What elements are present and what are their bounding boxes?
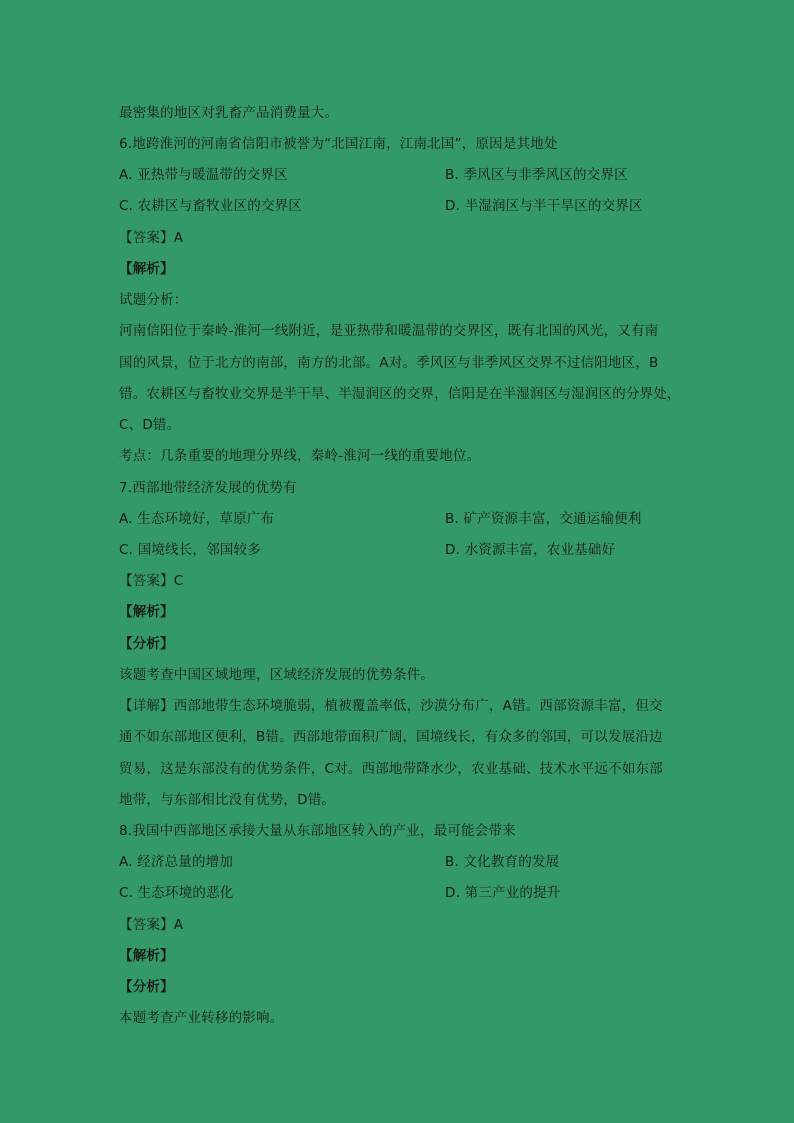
text-line: 通不如东部地区便利，B错。西部地带面积广阔，国境线长，有众多的邻国，可以发展沿边 bbox=[119, 729, 663, 745]
text-line: 国的风景，位于北方的南部，南方的北部。A对。季风区与非季风区交界不过信阳地区，B bbox=[119, 355, 659, 371]
q7-option-a: A. 生态环境好，草原广布 bbox=[119, 511, 275, 527]
q7-answer: 【答案】C bbox=[119, 573, 184, 589]
text-line: 本题考查产业转移的影响。 bbox=[119, 1010, 284, 1026]
text-line: 该题考查中国区域地理，区域经济发展的优势条件。 bbox=[119, 667, 435, 683]
q8-answer: 【答案】A bbox=[119, 917, 184, 933]
question-7: 7.西部地带经济发展的优势有 bbox=[119, 480, 297, 496]
text-line: C、D错。 bbox=[119, 417, 181, 433]
q8-option-d: D. 第三产业的提升 bbox=[445, 885, 561, 901]
q8-analysis-heading: 【解析】 bbox=[119, 948, 174, 964]
q6-option-a: A. 亚热带与暖温带的交界区 bbox=[119, 167, 288, 183]
q6-answer: 【答案】A bbox=[119, 230, 184, 246]
text-line: 考点：几条重要的地理分界线，秦岭-淮河一线的重要地位。 bbox=[119, 448, 481, 464]
q6-option-d: D. 半湿润区与半干旱区的交界区 bbox=[445, 198, 643, 214]
q8-option-a: A. 经济总量的增加 bbox=[119, 854, 234, 870]
text-line: 最密集的地区对乳畜产品消费量大。 bbox=[119, 105, 339, 121]
text-line: 河南信阳位于秦岭-淮河一线附近，是亚热带和暖温带的交界区，既有北国的风光，又有南 bbox=[119, 323, 659, 339]
question-8: 8.我国中西部地区承接大量从东部地区转入的产业，最可能会带来 bbox=[119, 823, 516, 839]
q8-option-c: C. 生态环境的恶化 bbox=[119, 885, 234, 901]
q7-option-d: D. 水资源丰富，农业基础好 bbox=[445, 542, 616, 558]
question-6: 6.地跨淮河的河南省信阳市被誉为“北国江南，江南北国”，原因是其地处 bbox=[119, 136, 558, 152]
text-line: 试题分析： bbox=[119, 292, 188, 308]
q8-option-b: B. 文化教育的发展 bbox=[445, 854, 560, 870]
q7-analysis-heading: 【解析】 bbox=[119, 604, 174, 620]
q7-option-c: C. 国境线长，邻国较多 bbox=[119, 542, 261, 558]
q6-option-c: C. 农耕区与畜牧业区的交界区 bbox=[119, 198, 303, 214]
text-line: 错。农耕区与畜牧业交界是半干旱、半湿润区的交界，信阳是在半湿润区与湿润区的分界处， bbox=[119, 386, 681, 402]
q6-analysis-heading: 【解析】 bbox=[119, 261, 174, 277]
q7-fenxi-heading: 【分析】 bbox=[119, 636, 174, 652]
text-line: 贸易，这是东部没有的优势条件，C对。西部地带降水少，农业基础、技术水平远不如东部 bbox=[119, 761, 663, 777]
text-line: 【详解】西部地带生态环境脆弱，植被覆盖率低，沙漠分布广，A错。西部资源丰富，但交 bbox=[119, 698, 663, 714]
q7-option-b: B. 矿产资源丰富，交通运输便利 bbox=[445, 511, 642, 527]
text-line: 地带，与东部相比没有优势，D错。 bbox=[119, 792, 336, 808]
q6-option-b: B. 季风区与非季风区的交界区 bbox=[445, 167, 628, 183]
q8-fenxi-heading: 【分析】 bbox=[119, 979, 174, 995]
